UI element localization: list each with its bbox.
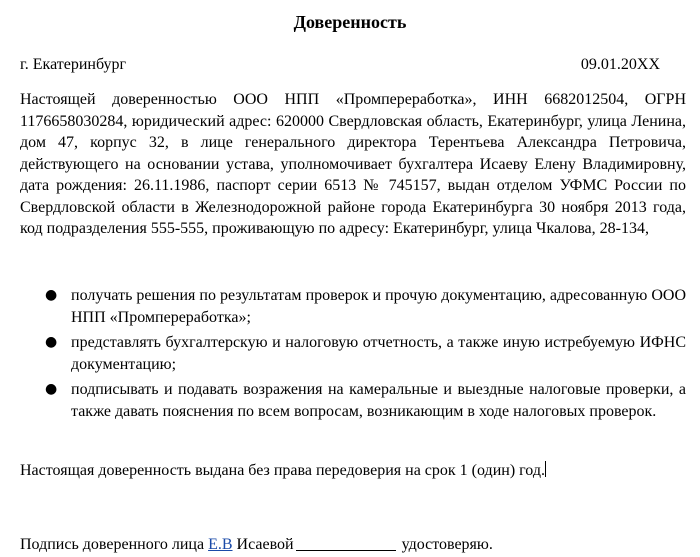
validity-text: Настоящая доверенность выдана без права передоверия на срок 1 (один) год. xyxy=(20,462,545,479)
bullet-icon: ● xyxy=(45,287,58,303)
powers-list xyxy=(20,285,686,426)
signer-initials: Е.В xyxy=(208,536,233,553)
text-cursor xyxy=(545,461,546,477)
validity-statement xyxy=(20,460,546,481)
signature-prefix: Подпись доверенного лица xyxy=(20,536,205,553)
document-place: г. Екатеринбург xyxy=(20,56,127,73)
bullet-icon: ● xyxy=(45,381,58,397)
power-text: подписывать и подавать возражения на камеральные и выездные налоговые проверки, а также давать пояснения по всем вопросам, возникающим в ходе налоговых проверок. xyxy=(71,381,686,420)
signature-blank xyxy=(296,535,396,551)
document-date: 09.01.20XX xyxy=(580,56,660,73)
signature-suffix: удостоверяю. xyxy=(401,536,493,553)
signature-line xyxy=(20,534,493,555)
document-title: Доверенность xyxy=(293,12,407,32)
list-item xyxy=(20,379,686,422)
list-item xyxy=(20,332,686,375)
list-item xyxy=(20,285,686,328)
signer-name: Исаевой xyxy=(236,536,294,553)
power-text: получать решения по результатам проверок и прочую документацию, адресованную ООО НПП «Промпереработка»; xyxy=(71,287,686,326)
bullet-icon: ● xyxy=(45,334,58,350)
power-text: представлять бухгалтерскую и налоговую отчетность, а также иную истребуемую ИФНС документацию; xyxy=(71,334,686,373)
main-paragraph: Настоящей доверенностью ООО НПП «Промпереработка», ИНН 6682012504, ОГРН 1176658030284, юридический адрес: 620000 Свердловская область, Екатеринбург, улица Ленина, дом 47, корпус 32, в лице генерального директора Терентьева Александра Петровича, действующего на основании устава, уполномочивает бухгалтера Исаеву Елену Владимировну, дата рождения: 26.11.1986, паспорт серии 6513 № 745157, выдан отделом УФМС России по Свердловской области в Железнодорожной районе города Екатеринбурга 30 ноября 2013 года, код подразделения 555-555, проживающую по адресу: Екатеринбург, улица Чкалова, 28-134, xyxy=(20,91,686,237)
